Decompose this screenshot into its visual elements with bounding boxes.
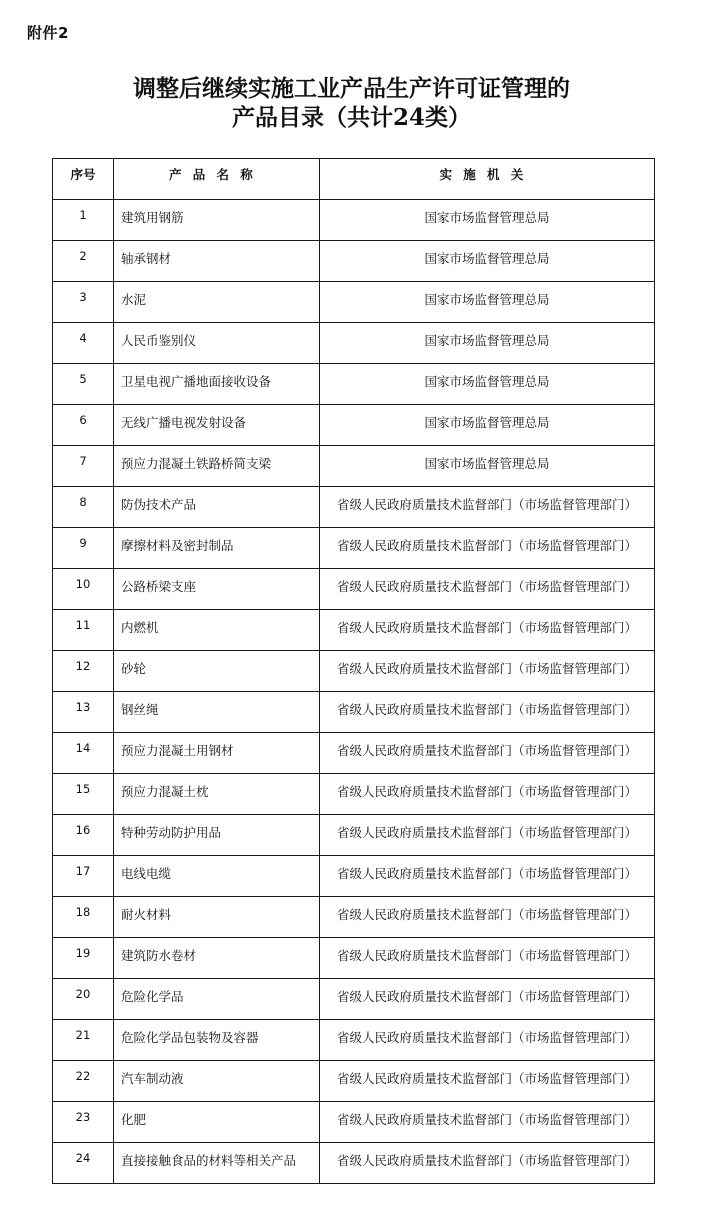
row-product-name: 危险化学品 [114, 979, 320, 1020]
row-serial-number: 7 [53, 446, 114, 487]
row-serial-number: 24 [53, 1143, 114, 1184]
row-product-name: 砂轮 [114, 651, 320, 692]
row-implementing-agency: 省级人民政府质量技术监督部门（市场监督管理部门） [320, 569, 655, 610]
row-implementing-agency: 国家市场监督管理总局 [320, 282, 655, 323]
table-row [53, 733, 655, 774]
row-product-name: 钢丝绳 [114, 692, 320, 733]
row-serial-number: 16 [53, 815, 114, 856]
table-row [53, 282, 655, 323]
row-product-name: 预应力混凝土用钢材 [114, 733, 320, 774]
table-row [53, 1020, 655, 1061]
row-implementing-agency: 省级人民政府质量技术监督部门（市场监督管理部门） [320, 979, 655, 1020]
table-row [53, 323, 655, 364]
row-serial-number: 17 [53, 856, 114, 897]
row-implementing-agency: 省级人民政府质量技术监督部门（市场监督管理部门） [320, 774, 655, 815]
row-serial-number: 22 [53, 1061, 114, 1102]
table-row [53, 1143, 655, 1184]
row-implementing-agency: 省级人民政府质量技术监督部门（市场监督管理部门） [320, 1143, 655, 1184]
row-product-name: 危险化学品包装物及容器 [114, 1020, 320, 1061]
row-implementing-agency: 国家市场监督管理总局 [320, 200, 655, 241]
row-product-name: 特种劳动防护用品 [114, 815, 320, 856]
row-product-name: 摩擦材料及密封制品 [114, 528, 320, 569]
row-serial-number: 21 [53, 1020, 114, 1061]
table-row [53, 979, 655, 1020]
table-row [53, 241, 655, 282]
row-implementing-agency: 国家市场监督管理总局 [320, 364, 655, 405]
row-serial-number: 1 [53, 200, 114, 241]
row-implementing-agency: 国家市场监督管理总局 [320, 446, 655, 487]
header-product-name: 产品名称 [114, 159, 320, 200]
row-serial-number: 11 [53, 610, 114, 651]
row-product-name: 防伪技术产品 [114, 487, 320, 528]
row-implementing-agency: 省级人民政府质量技术监督部门（市场监督管理部门） [320, 1020, 655, 1061]
row-serial-number: 6 [53, 405, 114, 446]
row-serial-number: 9 [53, 528, 114, 569]
row-serial-number: 15 [53, 774, 114, 815]
table-row [53, 405, 655, 446]
table-row [53, 446, 655, 487]
row-product-name: 建筑用钢筋 [114, 200, 320, 241]
row-implementing-agency: 省级人民政府质量技术监督部门（市场监督管理部门） [320, 897, 655, 938]
table-row [53, 569, 655, 610]
row-implementing-agency: 省级人民政府质量技术监督部门（市场监督管理部门） [320, 610, 655, 651]
row-implementing-agency: 省级人民政府质量技术监督部门（市场监督管理部门） [320, 1061, 655, 1102]
document-title [0, 74, 703, 132]
row-implementing-agency: 省级人民政府质量技术监督部门（市场监督管理部门） [320, 733, 655, 774]
row-product-name: 化肥 [114, 1102, 320, 1143]
row-serial-number: 5 [53, 364, 114, 405]
table-row [53, 774, 655, 815]
row-implementing-agency: 省级人民政府质量技术监督部门（市场监督管理部门） [320, 1102, 655, 1143]
row-implementing-agency: 省级人民政府质量技术监督部门（市场监督管理部门） [320, 528, 655, 569]
row-serial-number: 4 [53, 323, 114, 364]
row-product-name: 水泥 [114, 282, 320, 323]
table-row [53, 610, 655, 651]
row-implementing-agency: 国家市场监督管理总局 [320, 323, 655, 364]
row-product-name: 内燃机 [114, 610, 320, 651]
row-product-name: 耐火材料 [114, 897, 320, 938]
table-row [53, 364, 655, 405]
row-implementing-agency: 省级人民政府质量技术监督部门（市场监督管理部门） [320, 938, 655, 979]
row-serial-number: 8 [53, 487, 114, 528]
row-serial-number: 20 [53, 979, 114, 1020]
row-serial-number: 2 [53, 241, 114, 282]
row-product-name: 卫星电视广播地面接收设备 [114, 364, 320, 405]
row-product-name: 汽车制动液 [114, 1061, 320, 1102]
row-implementing-agency: 省级人民政府质量技术监督部门（市场监督管理部门） [320, 487, 655, 528]
header-implementing-agency: 实施机关 [320, 159, 655, 200]
table-row [53, 938, 655, 979]
row-serial-number: 10 [53, 569, 114, 610]
table-row [53, 487, 655, 528]
row-product-name: 公路桥梁支座 [114, 569, 320, 610]
table-row [53, 692, 655, 733]
row-implementing-agency: 省级人民政府质量技术监督部门（市场监督管理部门） [320, 856, 655, 897]
row-product-name: 人民币鉴别仪 [114, 323, 320, 364]
table-row [53, 1061, 655, 1102]
row-serial-number: 13 [53, 692, 114, 733]
row-product-name: 直接接触食品的材料等相关产品 [114, 1143, 320, 1184]
row-serial-number: 14 [53, 733, 114, 774]
header-serial-number: 序号 [53, 159, 114, 200]
document-title-line-2: 产品目录（共计24类） [231, 104, 471, 131]
row-serial-number: 19 [53, 938, 114, 979]
row-implementing-agency: 国家市场监督管理总局 [320, 405, 655, 446]
row-product-name: 预应力混凝土铁路桥简支梁 [114, 446, 320, 487]
table-body [53, 200, 655, 1184]
table-row [53, 897, 655, 938]
row-serial-number: 23 [53, 1102, 114, 1143]
row-implementing-agency: 省级人民政府质量技术监督部门（市场监督管理部门） [320, 651, 655, 692]
row-serial-number: 18 [53, 897, 114, 938]
table-row [53, 528, 655, 569]
product-catalog-table [52, 158, 655, 1184]
attachment-label: 附件2 [27, 24, 69, 42]
row-serial-number: 12 [53, 651, 114, 692]
row-product-name: 预应力混凝土枕 [114, 774, 320, 815]
row-implementing-agency: 国家市场监督管理总局 [320, 241, 655, 282]
table-row [53, 200, 655, 241]
row-implementing-agency: 省级人民政府质量技术监督部门（市场监督管理部门） [320, 815, 655, 856]
table-header-row [53, 159, 655, 200]
table-row [53, 856, 655, 897]
row-product-name: 电线电缆 [114, 856, 320, 897]
table-row [53, 1102, 655, 1143]
table-row [53, 651, 655, 692]
document-title-line-1: 调整后继续实施工业产品生产许可证管理的 [133, 75, 570, 102]
row-implementing-agency: 省级人民政府质量技术监督部门（市场监督管理部门） [320, 692, 655, 733]
row-product-name: 轴承钢材 [114, 241, 320, 282]
row-serial-number: 3 [53, 282, 114, 323]
table-row [53, 815, 655, 856]
row-product-name: 无线广播电视发射设备 [114, 405, 320, 446]
row-product-name: 建筑防水卷材 [114, 938, 320, 979]
